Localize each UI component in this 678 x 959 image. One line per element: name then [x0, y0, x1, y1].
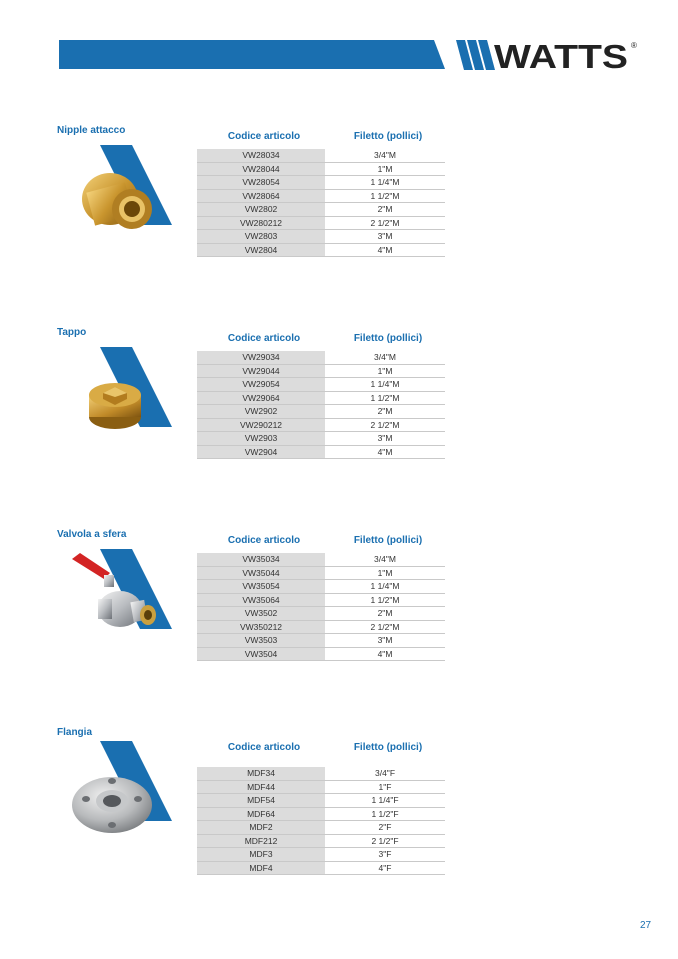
thread-size-cell: 1 1/2"M — [325, 391, 445, 405]
article-code-cell: VW3502 — [197, 607, 325, 621]
section-title: Tappo — [57, 327, 87, 338]
table-row — [197, 203, 445, 217]
brass-nipple-image — [70, 157, 165, 245]
table-row — [197, 162, 445, 176]
article-code-cell: VW2903 — [197, 432, 325, 446]
article-code-cell: VW3503 — [197, 634, 325, 648]
logo-wordmark: WATTS — [494, 38, 628, 72]
thread-size-cell: 4"M — [325, 647, 445, 661]
article-code-cell: VW2804 — [197, 243, 325, 257]
thread-size-cell: 1 1/4"M — [325, 580, 445, 594]
article-code-cell: MDF3 — [197, 848, 325, 862]
table-row — [197, 861, 445, 875]
article-code-cell: MDF2 — [197, 821, 325, 835]
column-header-thread: Filetto (pollici) — [353, 131, 423, 142]
section-title: Valvola a sfera — [57, 529, 127, 540]
article-code-cell: VW35044 — [197, 566, 325, 580]
thread-size-cell: 3/4"M — [325, 351, 445, 364]
article-code-cell: MDF4 — [197, 861, 325, 875]
thread-size-cell: 1 1/4"M — [325, 176, 445, 190]
article-code-cell: VW28064 — [197, 189, 325, 203]
table-row — [197, 418, 445, 432]
table-row — [197, 176, 445, 190]
table-row — [197, 834, 445, 848]
spec-table — [197, 351, 445, 459]
article-code-cell: VW28054 — [197, 176, 325, 190]
thread-size-cell: 3"F — [325, 848, 445, 862]
table-row — [197, 794, 445, 808]
article-code-cell: VW29054 — [197, 378, 325, 392]
table-row — [197, 405, 445, 419]
spec-table — [197, 767, 445, 875]
column-header-code: Codice articolo — [227, 131, 301, 142]
article-code-cell: VW3504 — [197, 647, 325, 661]
article-code-cell: VW29034 — [197, 351, 325, 364]
product-section-ball-valve — [0, 529, 678, 689]
thread-size-cell: 2"M — [325, 607, 445, 621]
thread-size-cell: 1 1/2"M — [325, 593, 445, 607]
logo-registered-mark: ® — [631, 41, 637, 50]
thread-size-cell: 1 1/4"M — [325, 378, 445, 392]
column-header-code: Codice articolo — [227, 333, 301, 344]
table-row — [197, 807, 445, 821]
table-row — [197, 593, 445, 607]
table-row — [197, 848, 445, 862]
table-row — [197, 216, 445, 230]
table-row — [197, 607, 445, 621]
product-section-flange — [0, 727, 678, 887]
table-row — [197, 149, 445, 162]
header-bar — [59, 40, 445, 69]
thread-size-cell: 3/4"M — [325, 553, 445, 566]
article-code-cell: VW29064 — [197, 391, 325, 405]
thread-size-cell: 4"M — [325, 243, 445, 257]
article-code-cell: VW350212 — [197, 620, 325, 634]
table-row — [197, 391, 445, 405]
table-row — [197, 230, 445, 244]
article-code-cell: VW28044 — [197, 162, 325, 176]
column-header-code: Codice articolo — [227, 535, 301, 546]
table-row — [197, 780, 445, 794]
thread-size-cell: 1"M — [325, 566, 445, 580]
table-row — [197, 243, 445, 257]
column-header-code: Codice articolo — [227, 742, 301, 753]
thread-size-cell: 2"M — [325, 405, 445, 419]
article-code-cell: MDF64 — [197, 807, 325, 821]
product-section-plug — [0, 327, 678, 487]
thread-size-cell: 2"F — [325, 821, 445, 835]
thread-size-cell: 1 1/2"F — [325, 807, 445, 821]
article-code-cell: VW35034 — [197, 553, 325, 566]
flange-image — [68, 763, 163, 851]
article-code-cell: MDF54 — [197, 794, 325, 808]
article-code-cell: VW2802 — [197, 203, 325, 217]
thread-size-cell: 2 1/2"F — [325, 834, 445, 848]
column-header-thread: Filetto (pollici) — [353, 535, 423, 546]
article-code-cell: MDF44 — [197, 780, 325, 794]
thread-size-cell: 2 1/2"M — [325, 620, 445, 634]
article-code-cell: VW35054 — [197, 580, 325, 594]
table-row — [197, 432, 445, 446]
article-code-cell: MDF34 — [197, 767, 325, 780]
thread-size-cell: 1 1/2"M — [325, 189, 445, 203]
column-header-thread: Filetto (pollici) — [353, 742, 423, 753]
product-section-nipple — [0, 125, 678, 285]
thread-size-cell: 3"M — [325, 634, 445, 648]
thread-size-cell: 3"M — [325, 432, 445, 446]
thread-size-cell: 1"F — [325, 780, 445, 794]
section-title: Nipple attacco — [57, 125, 126, 136]
page-number: 27 — [640, 920, 652, 931]
column-header-thread: Filetto (pollici) — [353, 333, 423, 344]
thread-size-cell: 1"M — [325, 364, 445, 378]
table-row — [197, 364, 445, 378]
article-code-cell: VW28034 — [197, 149, 325, 162]
table-row — [197, 445, 445, 459]
table-row — [197, 767, 445, 780]
table-row — [197, 189, 445, 203]
article-code-cell: VW280212 — [197, 216, 325, 230]
thread-size-cell: 3/4"F — [325, 767, 445, 780]
article-code-cell: MDF212 — [197, 834, 325, 848]
article-code-cell: VW290212 — [197, 418, 325, 432]
article-code-cell: VW35064 — [197, 593, 325, 607]
ball-valve-image — [70, 551, 165, 639]
table-row — [197, 566, 445, 580]
table-row — [197, 821, 445, 835]
thread-size-cell: 2 1/2"M — [325, 216, 445, 230]
thread-size-cell: 3/4"M — [325, 149, 445, 162]
thread-size-cell: 1 1/4"F — [325, 794, 445, 808]
thread-size-cell: 2 1/2"M — [325, 418, 445, 432]
watts-logo — [456, 38, 641, 72]
article-code-cell: VW29044 — [197, 364, 325, 378]
table-row — [197, 351, 445, 364]
table-row — [197, 647, 445, 661]
article-code-cell: VW2803 — [197, 230, 325, 244]
thread-size-cell: 4"M — [325, 445, 445, 459]
article-code-cell: VW2902 — [197, 405, 325, 419]
spec-table — [197, 553, 445, 661]
table-row — [197, 620, 445, 634]
brass-plug-image — [70, 359, 165, 447]
table-row — [197, 378, 445, 392]
article-code-cell: VW2904 — [197, 445, 325, 459]
table-row — [197, 580, 445, 594]
thread-size-cell: 3"M — [325, 230, 445, 244]
thread-size-cell: 1"M — [325, 162, 445, 176]
table-row — [197, 553, 445, 566]
section-title: Flangia — [57, 727, 93, 738]
thread-size-cell: 2"M — [325, 203, 445, 217]
thread-size-cell: 4"F — [325, 861, 445, 875]
table-row — [197, 634, 445, 648]
spec-table — [197, 149, 445, 257]
